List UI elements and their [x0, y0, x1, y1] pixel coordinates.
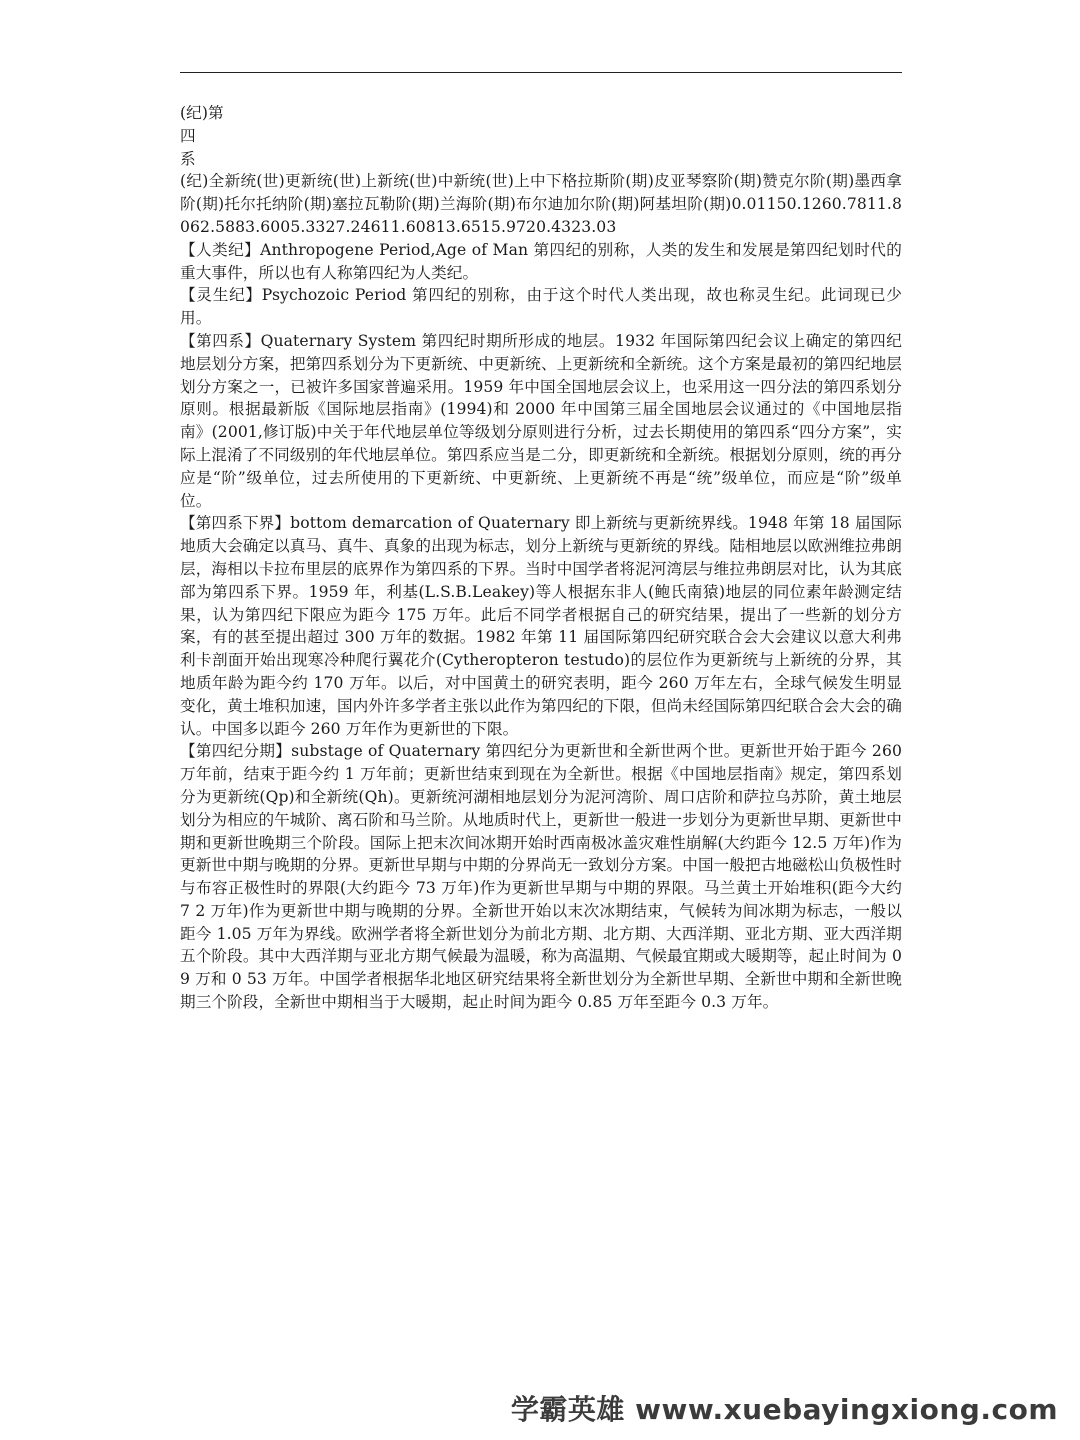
entry-quaternary-system: 【第四系】Quaternary System 第四纪时期所形成的地层。1932 年国际第四纪会议上确定的第四纪地层划分方案，把第四系划分为下更新统、中更新统、上更新统和全新统。这个方案是最初的第四纪地层划分方案之一，已被许多国家普遍采用。1959 年中国全国地层会议上，也采用这一四分法的第四系划分原则。根据最新版《国际地层指南》(1994)和 2000 年中国第三届全国地层会议通过的《中国地层指南》(2001,修订版)中关于年代地层单位等级划分原则进行分析，过去长期使用的第四系“四分方案”，实际上混淆了不同级别的年代地层单位。第四系应当是二分，即更新统和全新统。根据划分原则，统的再分应是“阶”级单位，过去所使用的下更新统、中更新统、上更新统不再是“统”级单位，而应是“阶”级单位。 [180, 331, 902, 510]
entry-quaternary-bottom: 【第四系下界】bottom demarcation of Quaternary 即上新统与更新统界线。1948 年第 18 届国际地质大会确定以真马、真牛、真象的出现为标志，划分上新统与更新统的界线。陆相地层以欧洲维拉弗朗层，海相以卡拉布里层的底界作为第四系的下界。当时中国学者将泥河湾层与维拉弗朗层对比，认为其底部为第四系下界。1959 年，利基(L.S.B.Leakey)等人根据东非人(鲍氏南猿)地层的同位素年龄测定结果，认为第四纪下限应为距今 175 万年。此后不同学者根据自己的研究结果，提出了一些新的划分方案，有的甚至提出超过 300 万年的数据。1982 年第 11 届国际第四纪研究联合会大会建议以意大利弗利卡剖面开始出现寒冷种爬行翼花介(Cytheropteron testudo)的层位作为更新统与上新统的分界，其地质年龄为距今约 170 万年。以后，对中国黄土的研究表明，距今 260 万年左右，全球气候发生明显变化，黄土堆积加速，国内外许多学者主张以此作为第四纪的下限，但尚未经国际第四纪联合会大会的确认。中国多以距今 260 万年作为更新世的下限。 [180, 514, 902, 738]
entry-psychozoic: 【灵生纪】Psychozoic Period 第四纪的别称，由于这个时代人类出现，故也称灵生纪。此词现已少用。 [180, 286, 902, 328]
table-fragment-line: (纪)第 [180, 104, 224, 122]
entry-anthropogene: 【人类纪】Anthropogene Period,Age of Man 第四纪的别称，人类的发生和发展是第四纪划时代的重大事件，所以也有人称第四纪为人类纪。 [180, 240, 902, 282]
table-fragment-line: 四 [180, 126, 196, 145]
table-fragment-line: 系 [180, 149, 196, 168]
document-body [180, 102, 902, 1014]
table-fragment-line: (纪)全新统(世)更新统(世)上新统(世)中新统(世)上中下格拉斯阶(期)皮亚琴察阶(期)赞克尔阶(期)墨西拿阶(期)托尔托纳阶(期)塞拉瓦勒阶(期)兰海阶(期)布尔迪加尔阶(期)阿基坦阶(期)0.01150.1260.7811.8062.5883.6005.3327.24611.60813.6515.9720.4323.03 [180, 172, 902, 236]
header-rule [180, 72, 902, 73]
entry-quaternary-substage: 【第四纪分期】substage of Quaternary 第四纪分为更新世和全新世两个世。更新世开始于距今 260 万年前，结束于距今约 1 万年前；更新世结束到现在为全新世。根据《中国地层指南》规定，第四系划分为更新统(Qp)和全新统(Qh)。更新统河湖相地层划分为泥河湾阶、周口店阶和萨拉乌苏阶，黄土地层划分为相应的午城阶、离石阶和马兰阶。从地质时代上，更新世一般进一步划分为更新世早期、更新世中期和更新世晚期三个阶段。国际上把末次间冰期开始时西南极冰盖灾难性崩解(大约距今 12.5 万年)作为更新世中期与晚期的分界。更新世早期与中期的分界尚无一致划分方案。中国一般把古地磁松山负极性时与布容正极性时的界限(大约距今 73 万年)作为更新世早期与中期的界限。马兰黄土开始堆积(距今大约 7 2 万年)作为更新世中期与晚期的分界。全新世开始以末次冰期结束，气候转为间冰期为标志，一般以距今 1.05 万年为界线。欧洲学者将全新世划分为前北方期、北方期、大西洋期、亚北方期、亚大西洋期五个阶段。其中大西洋期与亚北方期气候最为温暖，称为高温期、气候最宜期或大暖期等，起止时间为 0 9 万和 0 53 万年。中国学者根据华北地区研究结果将全新世划分为全新世早期、全新世中期和全新世晚期三个阶段，全新世中期相当于大暖期，起止时间为距今 0.85 万年至距今 0.3 万年。 [180, 742, 902, 1012]
watermark-footer: 学霸英雄 www.xuebayingxiong.com [510, 1393, 1058, 1426]
